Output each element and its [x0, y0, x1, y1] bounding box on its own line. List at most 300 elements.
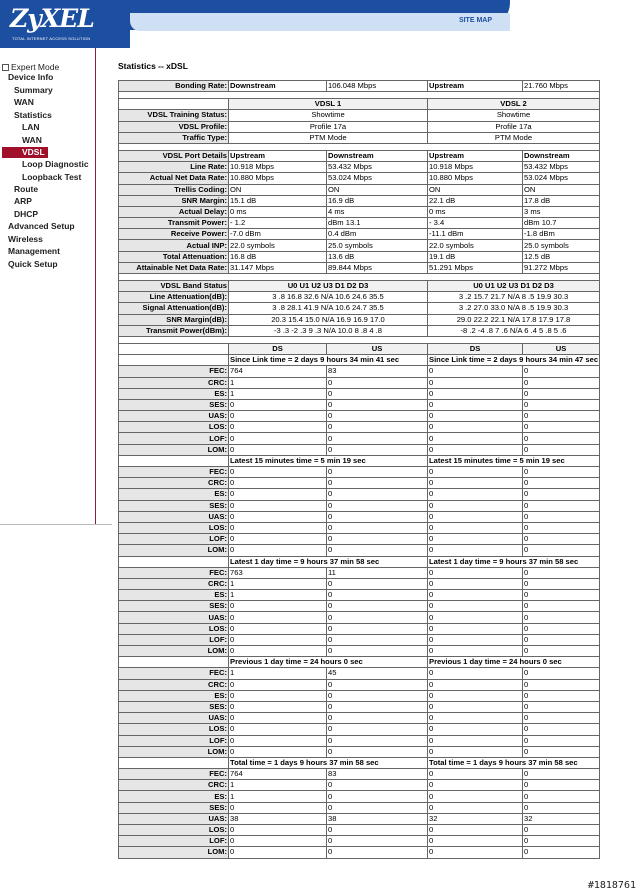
table-cell: 0 [523, 612, 600, 623]
table-cell: CRC: [119, 780, 229, 791]
table-cell: -7.0 dBm [229, 229, 327, 240]
table-cell: 0 [428, 701, 523, 712]
table-cell: SNR Margin: [119, 195, 229, 206]
table-cell: 0 [523, 701, 600, 712]
sidebar-item-wireless[interactable]: Wireless [8, 234, 43, 244]
table-cell: 0 [523, 388, 600, 399]
table-cell: 0 [327, 690, 428, 701]
table-cell [119, 92, 600, 99]
table-cell: 0.4 dBm [327, 229, 428, 240]
table-cell: 0 [523, 769, 600, 780]
table-row [119, 195, 600, 206]
table-cell: 0 [428, 623, 523, 634]
table-cell: 53.432 Mbps [327, 162, 428, 173]
table-cell: -3 .3 -2 .3 9 .3 N/A 10.0 8 .8 4 .8 [229, 325, 428, 336]
table-row [119, 522, 600, 533]
table-cell: -11.1 dBm [428, 229, 523, 240]
table-cell: LOF: [119, 634, 229, 645]
table-row [119, 218, 600, 229]
table-cell: Line Attenuation(dB): [119, 292, 229, 303]
table-cell: 0 [523, 489, 600, 500]
sidebar-item-advanced-setup[interactable]: Advanced Setup [8, 221, 75, 231]
table-cell: 0 [428, 388, 523, 399]
table-cell: FEC: [119, 769, 229, 780]
sidebar-item-management[interactable]: Management [8, 246, 60, 256]
table-cell: FEC: [119, 668, 229, 679]
table-cell: 0 [327, 724, 428, 735]
table-cell: 0 [327, 836, 428, 847]
table-cell: Actual Net Data Rate: [119, 173, 229, 184]
table-cell: LOS: [119, 623, 229, 634]
table-row [119, 847, 600, 858]
table-cell: Total Attenuation: [119, 251, 229, 262]
table-row [119, 433, 600, 444]
table-row [119, 173, 600, 184]
table-cell: Attainable Net Data Rate: [119, 262, 229, 273]
table-cell: 19.1 dB [428, 251, 523, 262]
table-cell: 1 [229, 780, 327, 791]
table-cell: 0 [523, 478, 600, 489]
table-cell: CRC: [119, 377, 229, 388]
table-cell: 0 [428, 500, 523, 511]
table-cell: 0 [428, 690, 523, 701]
table-cell: 31.147 Mbps [229, 262, 327, 273]
table-cell: 0 [428, 433, 523, 444]
table-cell: Latest 1 day time = 9 hours 37 min 58 sec [229, 556, 428, 567]
table-cell: 0 [523, 511, 600, 522]
table-row [119, 411, 600, 422]
table-row [119, 99, 600, 110]
table-cell: 22.1 dB [428, 195, 523, 206]
table-cell: 1 [229, 578, 327, 589]
table-cell: 53.024 Mbps [327, 173, 428, 184]
table-cell: 0 [229, 701, 327, 712]
table-cell: 0 [327, 478, 428, 489]
table-cell [119, 355, 229, 366]
table-cell: 4 ms [327, 206, 428, 217]
table-row [119, 534, 600, 545]
table-cell: VDSL Port Details [119, 150, 229, 161]
table-cell: 0 [523, 690, 600, 701]
table-cell: dBm 10.7 [523, 218, 600, 229]
table-cell: Total time = 1 days 9 hours 37 min 58 sec [428, 757, 600, 768]
table-cell: VDSL 2 [428, 99, 600, 110]
table-row [119, 556, 600, 567]
table-row [119, 791, 600, 802]
table-cell: 53.024 Mbps [523, 173, 600, 184]
table-row [119, 578, 600, 589]
sitemap-bar [130, 13, 510, 31]
table-cell: Showtime [229, 110, 428, 121]
table-cell: 0 [428, 578, 523, 589]
table-cell: U0 U1 U2 U3 D1 D2 D3 [229, 281, 428, 292]
table-row [119, 281, 600, 292]
table-cell: - 1.2 [229, 218, 327, 229]
table-row [119, 668, 600, 679]
table-cell: 0 [327, 422, 428, 433]
table-cell: LOM: [119, 847, 229, 858]
table-cell: 1 [229, 791, 327, 802]
table-cell: 0 [428, 377, 523, 388]
table-cell: 0 [428, 825, 523, 836]
sidebar-item-vdsl[interactable]: VDSL [2, 147, 48, 158]
table-cell: US [523, 343, 600, 354]
table-cell: LOF: [119, 433, 229, 444]
table-cell: 0 [523, 377, 600, 388]
table-cell: 3 .8 28.1 41.9 N/A 10.6 24.7 35.5 [229, 303, 428, 314]
table-cell: 17.8 dB [523, 195, 600, 206]
table-cell: 0 [523, 802, 600, 813]
table-cell: 0 [327, 500, 428, 511]
table-cell: CRC: [119, 679, 229, 690]
table-cell: 0 [428, 634, 523, 645]
table-cell: 83 [327, 366, 428, 377]
table-cell: VDSL Training Status: [119, 110, 229, 121]
table-row [119, 121, 600, 132]
table-cell: 38 [327, 813, 428, 824]
table-cell: 0 [523, 724, 600, 735]
table-cell: SES: [119, 601, 229, 612]
table-cell: 0 [327, 411, 428, 422]
table-cell: 0 [428, 444, 523, 455]
table-cell: Line Rate: [119, 162, 229, 173]
table-cell: 0 [428, 478, 523, 489]
table-cell: Previous 1 day time = 24 hours 0 sec [229, 657, 428, 668]
table-row [119, 206, 600, 217]
table-cell: 0 [229, 612, 327, 623]
expert-mode-toggle[interactable] [2, 62, 59, 72]
sidebar-item-route[interactable]: Route [14, 184, 39, 194]
table-cell: 16.8 dB [229, 251, 327, 262]
table-row [119, 545, 600, 556]
header [0, 0, 640, 48]
table-cell: 53.432 Mbps [523, 162, 600, 173]
table-row [119, 455, 600, 466]
table-cell: 1 [229, 377, 327, 388]
table-cell [119, 99, 229, 110]
table-row [119, 623, 600, 634]
table-row [119, 825, 600, 836]
table-cell: ON [327, 184, 428, 195]
table-cell: 0 [523, 668, 600, 679]
table-cell: 10.880 Mbps [428, 173, 523, 184]
table-cell: 0 [523, 399, 600, 410]
sidebar-item-loopback-test[interactable]: Loopback Test [22, 172, 82, 182]
table-cell: 0 [428, 590, 523, 601]
table-row [119, 701, 600, 712]
table-cell: Previous 1 day time = 24 hours 0 sec [428, 657, 600, 668]
table-cell: 0 [229, 646, 327, 657]
table-cell: 0 [327, 545, 428, 556]
sidebar-item-dhcp[interactable]: DHCP [14, 209, 39, 219]
table-row [119, 802, 600, 813]
table-cell: 0 [229, 422, 327, 433]
table-cell: 0 [229, 399, 327, 410]
table-cell: LOM: [119, 444, 229, 455]
table-cell: 0 [229, 679, 327, 690]
table-cell: 0 [523, 634, 600, 645]
table-cell: 0 [523, 601, 600, 612]
table-row [119, 634, 600, 645]
table-cell: Signal Attenuation(dB): [119, 303, 229, 314]
table-cell: 0 [523, 545, 600, 556]
table-cell: 0 [327, 399, 428, 410]
table-row [119, 303, 600, 314]
table-cell: 0 [229, 836, 327, 847]
table-cell: 1 [229, 590, 327, 601]
table-row [119, 343, 600, 354]
table-cell: PTM Mode [229, 132, 428, 143]
table-cell: 0 ms [229, 206, 327, 217]
table-cell: FEC: [119, 567, 229, 578]
table-cell: Receive Power: [119, 229, 229, 240]
table-row [119, 132, 600, 143]
zyxel-logo[interactable] [0, 0, 130, 48]
sidebar-item-loop-diagnostic[interactable]: Loop Diagnostic [22, 159, 89, 169]
table-cell: 0 [327, 467, 428, 478]
logo-tagline: TOTAL INTERNET ACCESS SOLUTION [12, 36, 91, 41]
table-cell: 0 [523, 500, 600, 511]
table-row [119, 143, 600, 150]
table-cell: 0 [229, 690, 327, 701]
table-cell: 0 [523, 825, 600, 836]
table-cell: SES: [119, 500, 229, 511]
table-cell: UAS: [119, 411, 229, 422]
table-cell: 0 [327, 590, 428, 601]
table-cell: 0 [327, 511, 428, 522]
sidebar-item-wan[interactable]: WAN [22, 135, 42, 145]
table-cell: 0 [523, 522, 600, 533]
sidebar-item-lan[interactable]: LAN [22, 122, 40, 132]
table-cell: Profile 17a [229, 121, 428, 132]
sidebar-item-quick-setup[interactable]: Quick Setup [8, 259, 58, 269]
table-cell: Trellis Coding: [119, 184, 229, 195]
table-row [119, 467, 600, 478]
table-cell: 0 [327, 433, 428, 444]
table-cell: Downstream [523, 150, 600, 161]
table-cell: 0 [523, 467, 600, 478]
table-cell: 0 [229, 433, 327, 444]
table-cell: ES: [119, 690, 229, 701]
sidebar-item-summary[interactable]: Summary [14, 85, 53, 95]
table-cell: 0 [229, 534, 327, 545]
table-cell: 0 [428, 511, 523, 522]
table-row [119, 769, 600, 780]
table-row [119, 757, 600, 768]
table-cell: 0 [327, 679, 428, 690]
table-cell: 0 [523, 713, 600, 724]
site-map-link[interactable]: SITE MAP [458, 17, 492, 24]
table-row [119, 377, 600, 388]
table-cell: 0 [428, 489, 523, 500]
table-cell: 764 [229, 769, 327, 780]
table-cell: ES: [119, 590, 229, 601]
table-cell: 0 [327, 825, 428, 836]
table-row [119, 399, 600, 410]
table-cell: 0 [428, 713, 523, 724]
table-cell: Since Link time = 2 days 9 hours 34 min 41 sec [229, 355, 428, 366]
sidebar-item-statistics[interactable]: Statistics [14, 110, 52, 120]
table-cell: FEC: [119, 467, 229, 478]
table-cell: 0 [327, 713, 428, 724]
table-cell: VDSL Band Status [119, 281, 229, 292]
table-cell: CRC: [119, 578, 229, 589]
table-row [119, 511, 600, 522]
table-cell: 29.0 22.2 22.1 N/A 17.8 17.9 17.8 [428, 314, 600, 325]
table-cell: LOF: [119, 534, 229, 545]
table-cell: 0 [523, 590, 600, 601]
table-cell: SES: [119, 802, 229, 813]
table-cell: 10.880 Mbps [229, 173, 327, 184]
table-cell: 0 [327, 646, 428, 657]
table-row [119, 444, 600, 455]
table-cell: 0 [327, 735, 428, 746]
table-cell: 0 [229, 411, 327, 422]
table-cell: VDSL 1 [229, 99, 428, 110]
table-row [119, 646, 600, 657]
table-cell: US [327, 343, 428, 354]
table-row [119, 336, 600, 343]
table-row [119, 81, 600, 92]
table-cell: 89.844 Mbps [327, 262, 428, 273]
table-row [119, 240, 600, 251]
table-row [119, 590, 600, 601]
table-cell [119, 556, 229, 567]
table-cell: Showtime [428, 110, 600, 121]
table-row [119, 746, 600, 757]
sidebar [0, 48, 96, 524]
table-row [119, 110, 600, 121]
table-cell [119, 336, 600, 343]
table-cell: 0 [428, 724, 523, 735]
table-row [119, 690, 600, 701]
table-cell: Profile 17a [428, 121, 600, 132]
table-cell: 0 [428, 646, 523, 657]
table-cell: Latest 15 minutes time = 5 min 19 sec [229, 455, 428, 466]
table-cell: UAS: [119, 511, 229, 522]
table-cell [119, 657, 229, 668]
table-cell: 0 [428, 746, 523, 757]
table-cell: 0 [428, 791, 523, 802]
table-cell: 0 [523, 411, 600, 422]
table-row [119, 274, 600, 281]
table-cell: 0 [428, 399, 523, 410]
table-row [119, 150, 600, 161]
sidebar-item-device-info[interactable]: Device Info [8, 72, 54, 82]
table-cell: 0 [428, 769, 523, 780]
table-cell: 0 [229, 444, 327, 455]
table-cell [119, 455, 229, 466]
table-row [119, 92, 600, 99]
sidebar-item-arp[interactable]: ARP [14, 196, 32, 206]
table-cell: 0 [428, 366, 523, 377]
table-cell: 51.291 Mbps [428, 262, 523, 273]
table-cell [119, 343, 229, 354]
table-cell: LOM: [119, 646, 229, 657]
sidebar-item-wan[interactable]: WAN [14, 97, 34, 107]
table-cell: 3 .8 16.8 32.6 N/A 10.6 24.6 35.5 [229, 292, 428, 303]
table-row [119, 388, 600, 399]
table-cell: 0 [428, 735, 523, 746]
page-title: Statistics -- xDSL [118, 61, 188, 71]
table-cell: 0 [327, 444, 428, 455]
table-cell: 0 [523, 567, 600, 578]
table-cell: 0 [229, 500, 327, 511]
table-cell: Latest 15 minutes time = 5 min 19 sec [428, 455, 600, 466]
table-cell: 0 [327, 522, 428, 533]
table-cell: 21.760 Mbps [523, 81, 600, 92]
table-cell: PTM Mode [428, 132, 600, 143]
table-cell: Total time = 1 days 9 hours 37 min 58 sec [229, 757, 428, 768]
table-cell: ON [428, 184, 523, 195]
table-cell: 1 [229, 668, 327, 679]
table-row [119, 657, 600, 668]
table-cell: 0 [428, 847, 523, 858]
table-cell: 32 [428, 813, 523, 824]
table-row [119, 366, 600, 377]
table-cell: 0 [327, 634, 428, 645]
table-cell: 0 [327, 847, 428, 858]
table-cell: 91.272 Mbps [523, 262, 600, 273]
table-cell: 0 [229, 545, 327, 556]
table-cell: 0 [523, 444, 600, 455]
table-cell: 0 [428, 467, 523, 478]
table-cell: LOS: [119, 522, 229, 533]
table-cell [119, 757, 229, 768]
table-row [119, 813, 600, 824]
table-cell: 0 [327, 746, 428, 757]
table-row [119, 355, 600, 366]
table-cell: 0 [523, 735, 600, 746]
table-cell: Upstream [229, 150, 327, 161]
table-cell: 0 [229, 478, 327, 489]
table-cell: 0 [229, 634, 327, 645]
table-row [119, 184, 600, 195]
table-cell: 0 [229, 746, 327, 757]
table-cell: 0 [523, 679, 600, 690]
table-cell: 0 [428, 567, 523, 578]
table-cell: Transmit Power: [119, 218, 229, 229]
table-cell: ON [229, 184, 327, 195]
table-cell: Downstream [327, 150, 428, 161]
table-cell: 15.1 dB [229, 195, 327, 206]
table-cell: Latest 1 day time = 9 hours 37 min 58 sec [428, 556, 600, 567]
table-cell: SES: [119, 399, 229, 410]
table-cell: 0 [327, 377, 428, 388]
table-cell: 0 [428, 802, 523, 813]
table-cell: LOM: [119, 746, 229, 757]
table-cell: 12.5 dB [523, 251, 600, 262]
table-cell: 0 [428, 836, 523, 847]
table-cell: 0 [229, 489, 327, 500]
table-row [119, 251, 600, 262]
table-cell: UAS: [119, 813, 229, 824]
table-cell: 32 [523, 813, 600, 824]
sidebar-divider [0, 524, 112, 526]
table-cell: 0 [428, 679, 523, 690]
table-cell: 1 [229, 388, 327, 399]
table-row [119, 292, 600, 303]
expert-mode-label: Expert Mode [11, 62, 60, 72]
table-cell: LOS: [119, 422, 229, 433]
checkbox-icon[interactable] [2, 64, 9, 71]
table-cell: ES: [119, 388, 229, 399]
table-cell: 0 [523, 791, 600, 802]
table-cell: VDSL Profile: [119, 121, 229, 132]
table-cell: 0 [229, 601, 327, 612]
table-cell: 38 [229, 813, 327, 824]
table-cell: Bonding Rate: [119, 81, 229, 92]
